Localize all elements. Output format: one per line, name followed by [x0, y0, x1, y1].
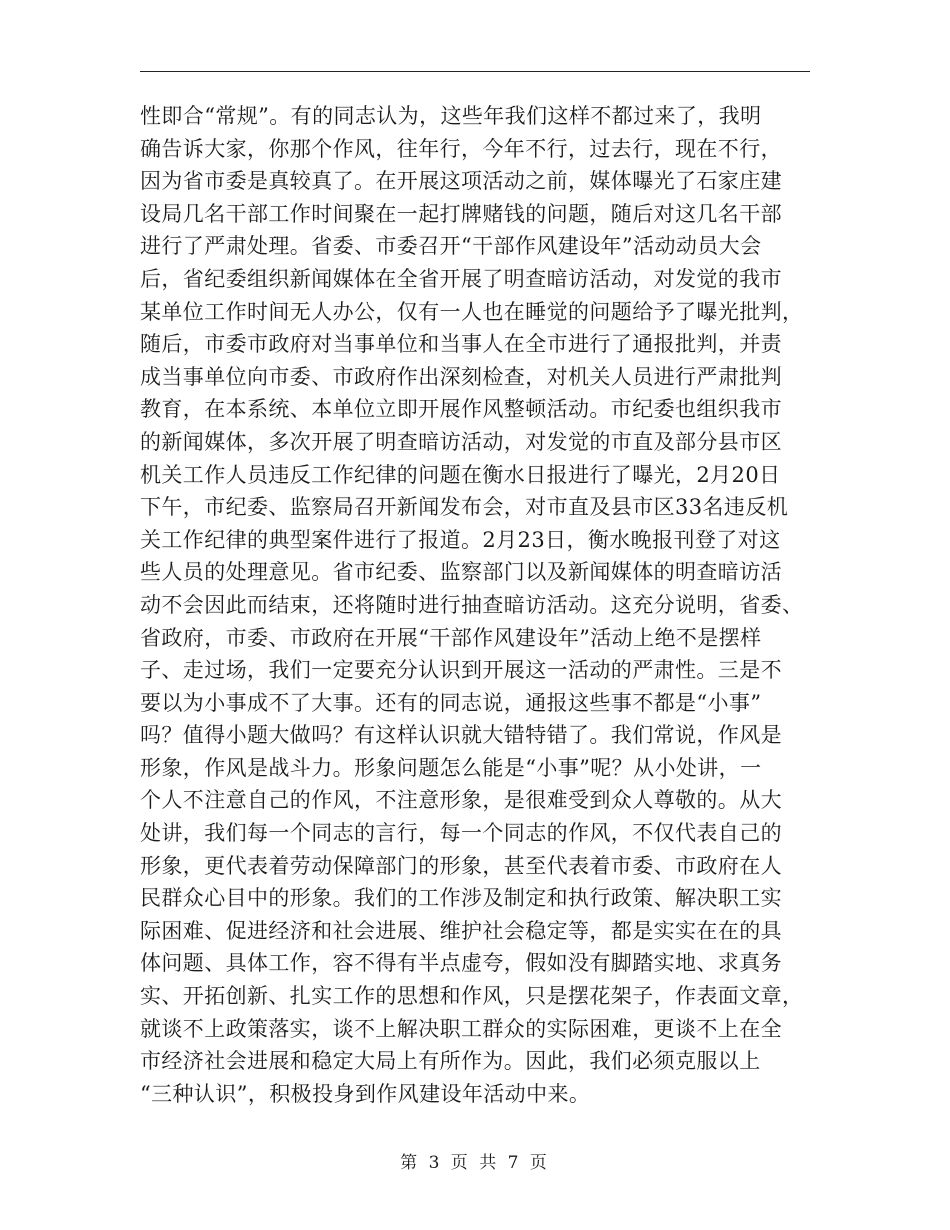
- text-line: 因为省市委是真较真了。在开展这项活动之前，媒体曝光了石家庄建: [140, 169, 782, 194]
- text-line: 个人不注意自己的作风，不注意形象，是很难受到众人尊敬的。从大: [140, 788, 782, 813]
- text-line: 动不会因此而结束，还将随时进行抽查暗访活动。这充分说明，省委、: [140, 592, 804, 617]
- text-line: 子、走过场，我们一定要充分认识到开展这一活动的严肃性。三是不: [140, 658, 782, 683]
- text-line: 吗？值得小题大做吗？有这样认识就大错特错了。我们常说，作风是: [140, 723, 782, 748]
- text-line: 机关工作人员违反工作纪律的问题在衡水日报进行了曝光，2月20日: [140, 462, 781, 487]
- text-line: 省政府，市委、市政府在开展“干部作风建设年”活动上绝不是摆样: [140, 625, 762, 650]
- text-line: 民群众心目中的形象。我们的工作涉及制定和执行政策、解决职工实: [140, 886, 782, 911]
- text-line: 下午，市纪委、监察局召开新闻发布会，对市直及县市区33名违反机: [140, 495, 789, 520]
- text-line: 体问题、具体工作，容不得有半点虚夸，假如没有脚踏实地、求真务: [140, 951, 782, 976]
- text-line: 的新闻媒体，多次开展了明查暗访活动，对发觉的市直及部分县市区: [140, 429, 782, 454]
- text-line: 处讲，我们每一个同志的言行，每一个同志的作风，不仅代表自己的: [140, 821, 782, 846]
- text-line: 际困难、促进经济和社会进展、维护社会稳定等，都是实实在在的具: [140, 918, 782, 943]
- text-line: 某单位工作时间无人办公，仅有一人也在睡觉的问题给予了曝光批判，: [140, 299, 804, 324]
- text-line: 教育，在本系统、本单位立即开展作风整顿活动。市纪委也组织我市: [140, 397, 782, 422]
- text-line: 要以为小事成不了大事。还有的同志说，通报这些事不都是“小事”: [140, 690, 762, 715]
- text-line: 成当事单位向市委、市政府作出深刻检查，对机关人员进行严肃批判: [140, 364, 782, 389]
- text-line: 就谈不上政策落实，谈不上解决职工群众的实际困难，更谈不上在全: [140, 1016, 782, 1041]
- page-number-footer: 第 3 页 共 7 页: [400, 1153, 550, 1173]
- text-line: 形象，更代表着劳动保障部门的形象，甚至代表着市委、市政府在人: [140, 853, 782, 878]
- header-rule: [140, 71, 810, 72]
- text-line: 设局几名干部工作时间聚在一起打牌赌钱的问题，随后对这几名干部: [140, 201, 782, 226]
- text-line: 性即合“常规”。有的同志认为，这些年我们这样不都过来了，我明: [140, 104, 762, 128]
- text-line: 市经济社会进展和稳定大局上有所作为。因此，我们必须克服以上: [140, 1049, 761, 1074]
- text-line: 随后，市委市政府对当事单位和当事人在全市进行了通报批判，并责: [140, 332, 782, 357]
- text-line: 形象，作风是战斗力。形象问题怎么能是“小事”呢？从小处讲，一: [140, 755, 762, 780]
- body-paragraph: [140, 100, 812, 1110]
- text-line: “三种认识”，积极投身到作风建设年活动中来。: [140, 1081, 591, 1106]
- text-line: 实、开拓创新、扎实工作的思想和作风，只是摆花架子，作表面文章，: [140, 984, 804, 1009]
- text-line: 关工作纪律的典型案件进行了报道。2月23日，衡水晚报刊登了对这: [140, 527, 781, 552]
- text-line: 些人员的处理意见。省市纪委、监察部门以及新闻媒体的明查暗访活: [140, 560, 782, 585]
- text-line: 后，省纪委组织新闻媒体在全省开展了明查暗访活动，对发觉的我市: [140, 266, 782, 291]
- text-line: 进行了严肃处理。省委、市委召开“干部作风建设年”活动动员大会: [140, 234, 762, 259]
- text-line: 确告诉大家，你那个作风，往年行，今年不行，过去行，现在不行，: [140, 136, 782, 161]
